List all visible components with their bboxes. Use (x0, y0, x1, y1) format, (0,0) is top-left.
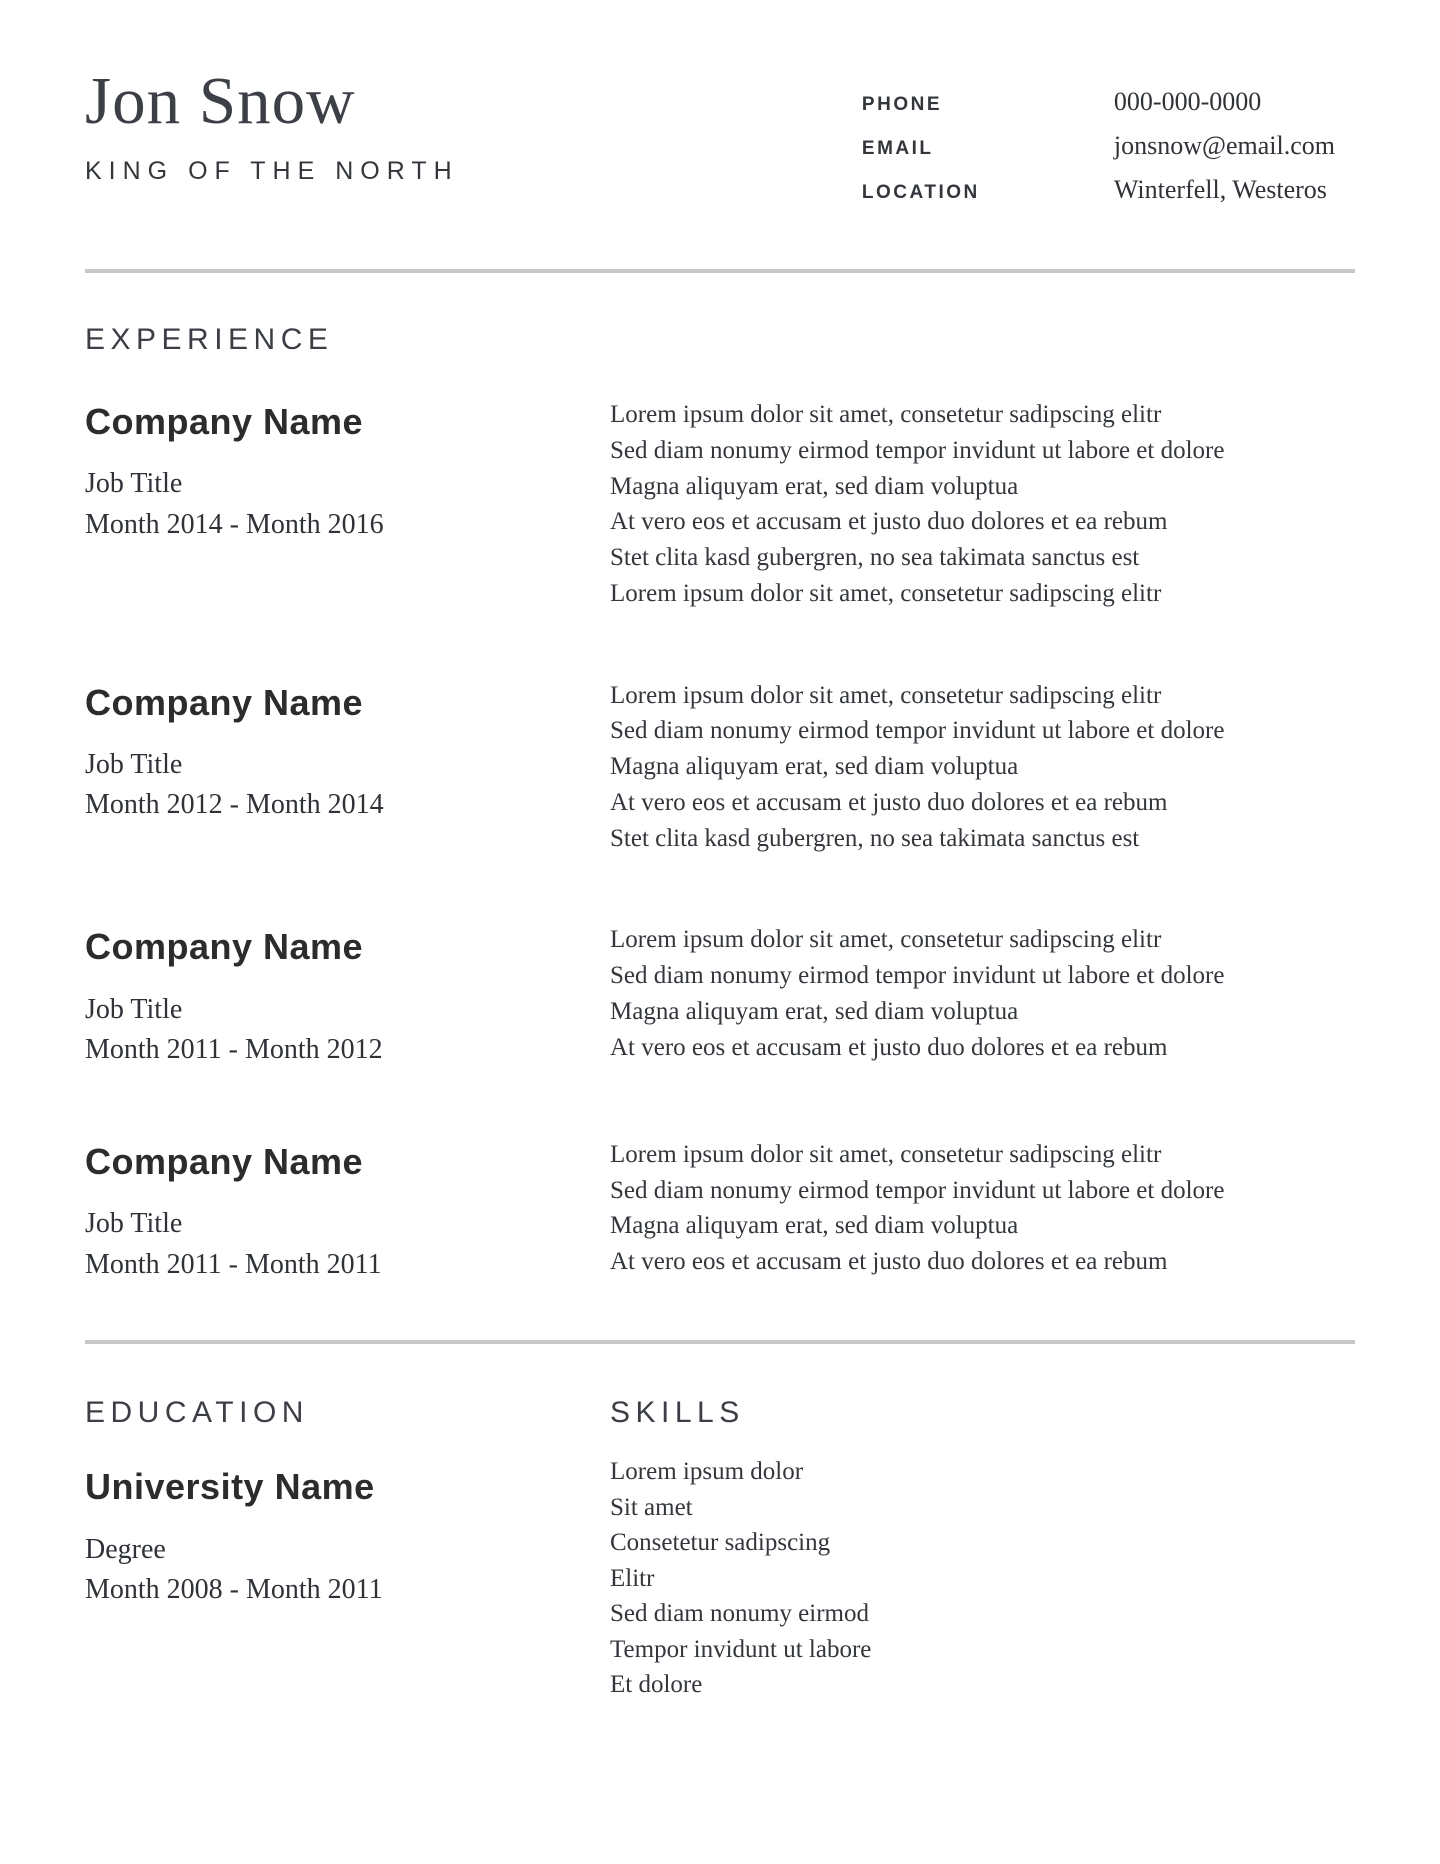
description-line: Magna aliquyam erat, sed diam voluptua (610, 1212, 1019, 1240)
phone-label: PHONE (861, 94, 942, 115)
contact-row-phone (862, 87, 1335, 117)
skill-item: Sed diam nonumy eirmod (610, 1600, 869, 1628)
name-block (85, 55, 459, 186)
skill-item: Sit amet (610, 1493, 693, 1521)
email-label: EMAIL (861, 138, 934, 159)
company-name: Company Name (85, 681, 364, 723)
entry-left-column (85, 401, 610, 546)
description-line: At vero eos et accusam et justo duo dolores et ea rebum (610, 508, 1168, 536)
location-value: Winterfell, Westeros (1113, 175, 1327, 204)
employment-dates: Month 2012 - Month 2014 (85, 789, 384, 821)
job-title: Job Title (85, 993, 183, 1025)
entry-description (610, 922, 1355, 1065)
skills-list (610, 1454, 1355, 1703)
description-line: Sed diam nonumy eirmod tempor invidunt ut labore et dolore (610, 436, 1225, 464)
description-line: Lorem ipsum dolor sit amet, consetetur sadipscing elitr (610, 579, 1162, 607)
description-line: At vero eos et accusam et justo duo dolores et ea rebum (610, 1033, 1168, 1061)
description-line: Magna aliquyam erat, sed diam voluptua (610, 753, 1019, 780)
description-line: Lorem ipsum dolor sit amet, consetetur sadipscing elitr (610, 926, 1162, 954)
description-line: Stet clita kasd gubergren, no sea takimata sanctus est (610, 544, 1140, 571)
employment-dates: Month 2014 - Month 2016 (85, 508, 384, 540)
resume-subtitle: KING OF THE NORTH (85, 156, 459, 185)
experience-entry-3 (85, 926, 1355, 1071)
resume-header (85, 55, 1355, 219)
phone-value: 000-000-0000 (1113, 87, 1262, 116)
employment-dates: Month 2011 - Month 2011 (85, 1248, 382, 1280)
description-line: At vero eos et accusam et justo duo dolores et ea rebum (610, 788, 1168, 816)
skill-item: Lorem ipsum dolor (610, 1458, 804, 1486)
header-divider (85, 269, 1355, 273)
skill-item: Tempor invidunt ut labore (610, 1635, 872, 1663)
description-line: Magna aliquyam erat, sed diam voluptua (610, 997, 1019, 1025)
entry-left-column (85, 682, 610, 827)
description-line: Stet clita kasd gubergren, no sea takimata sanctus est (610, 824, 1140, 852)
description-line: Sed diam nonumy eirmod tempor invidunt ut labore et dolore (610, 1176, 1225, 1204)
email-value: jonsnow@email.com (1113, 131, 1335, 160)
entry-description (610, 1137, 1355, 1280)
skills-heading: SKILLS (610, 1396, 745, 1430)
contact-row-email (862, 131, 1335, 161)
company-name: Company Name (85, 926, 364, 968)
company-name: Company Name (85, 401, 364, 442)
description-line: Sed diam nonumy eirmod tempor invidunt ut labore et dolore (610, 962, 1225, 989)
section-divider (85, 1340, 1355, 1344)
skill-item: Et dolore (610, 1671, 703, 1699)
description-line: Lorem ipsum dolor sit amet, consetetur sadipscing elitr (610, 681, 1162, 709)
description-line: Magna aliquyam erat, sed diam voluptua (610, 472, 1019, 500)
entry-left-column (85, 1141, 610, 1286)
experience-entry-4 (85, 1141, 1355, 1286)
resume-name: Jon Snow (85, 64, 356, 138)
degree: Degree (85, 1533, 166, 1565)
company-name: Company Name (85, 1140, 364, 1182)
description-line: Lorem ipsum dolor sit amet, consetetur sadipscing elitr (610, 1140, 1162, 1168)
skill-item: Elitr (610, 1564, 655, 1592)
skills-section (610, 1396, 1355, 1703)
description-line: Lorem ipsum dolor sit amet, consetetur sadipscing elitr (610, 401, 1162, 428)
employment-dates: Month 2011 - Month 2012 (85, 1034, 383, 1066)
description-line: Sed diam nonumy eirmod tempor invidunt ut labore et dolore (610, 717, 1225, 745)
contact-row-location (862, 175, 1335, 205)
entry-left-column (85, 926, 610, 1071)
experience-heading: EXPERIENCE (85, 323, 334, 356)
skill-item: Consetetur sadipscing (610, 1529, 831, 1557)
entry-description (610, 678, 1355, 857)
job-title: Job Title (85, 748, 183, 780)
contact-block (862, 87, 1335, 219)
education-section (85, 1396, 610, 1611)
job-title: Job Title (85, 468, 183, 500)
university-name: University Name (85, 1466, 375, 1508)
job-title: Job Title (85, 1208, 183, 1240)
description-line: At vero eos et accusam et justo duo dolores et ea rebum (610, 1248, 1168, 1276)
experience-entry-1 (85, 401, 1355, 612)
experience-entry-2 (85, 682, 1355, 857)
education-dates: Month 2008 - Month 2011 (85, 1574, 383, 1606)
education-heading: EDUCATION (85, 1396, 309, 1430)
location-label: LOCATION (861, 182, 980, 203)
entry-description (610, 397, 1355, 612)
bottom-section (85, 1396, 1355, 1703)
